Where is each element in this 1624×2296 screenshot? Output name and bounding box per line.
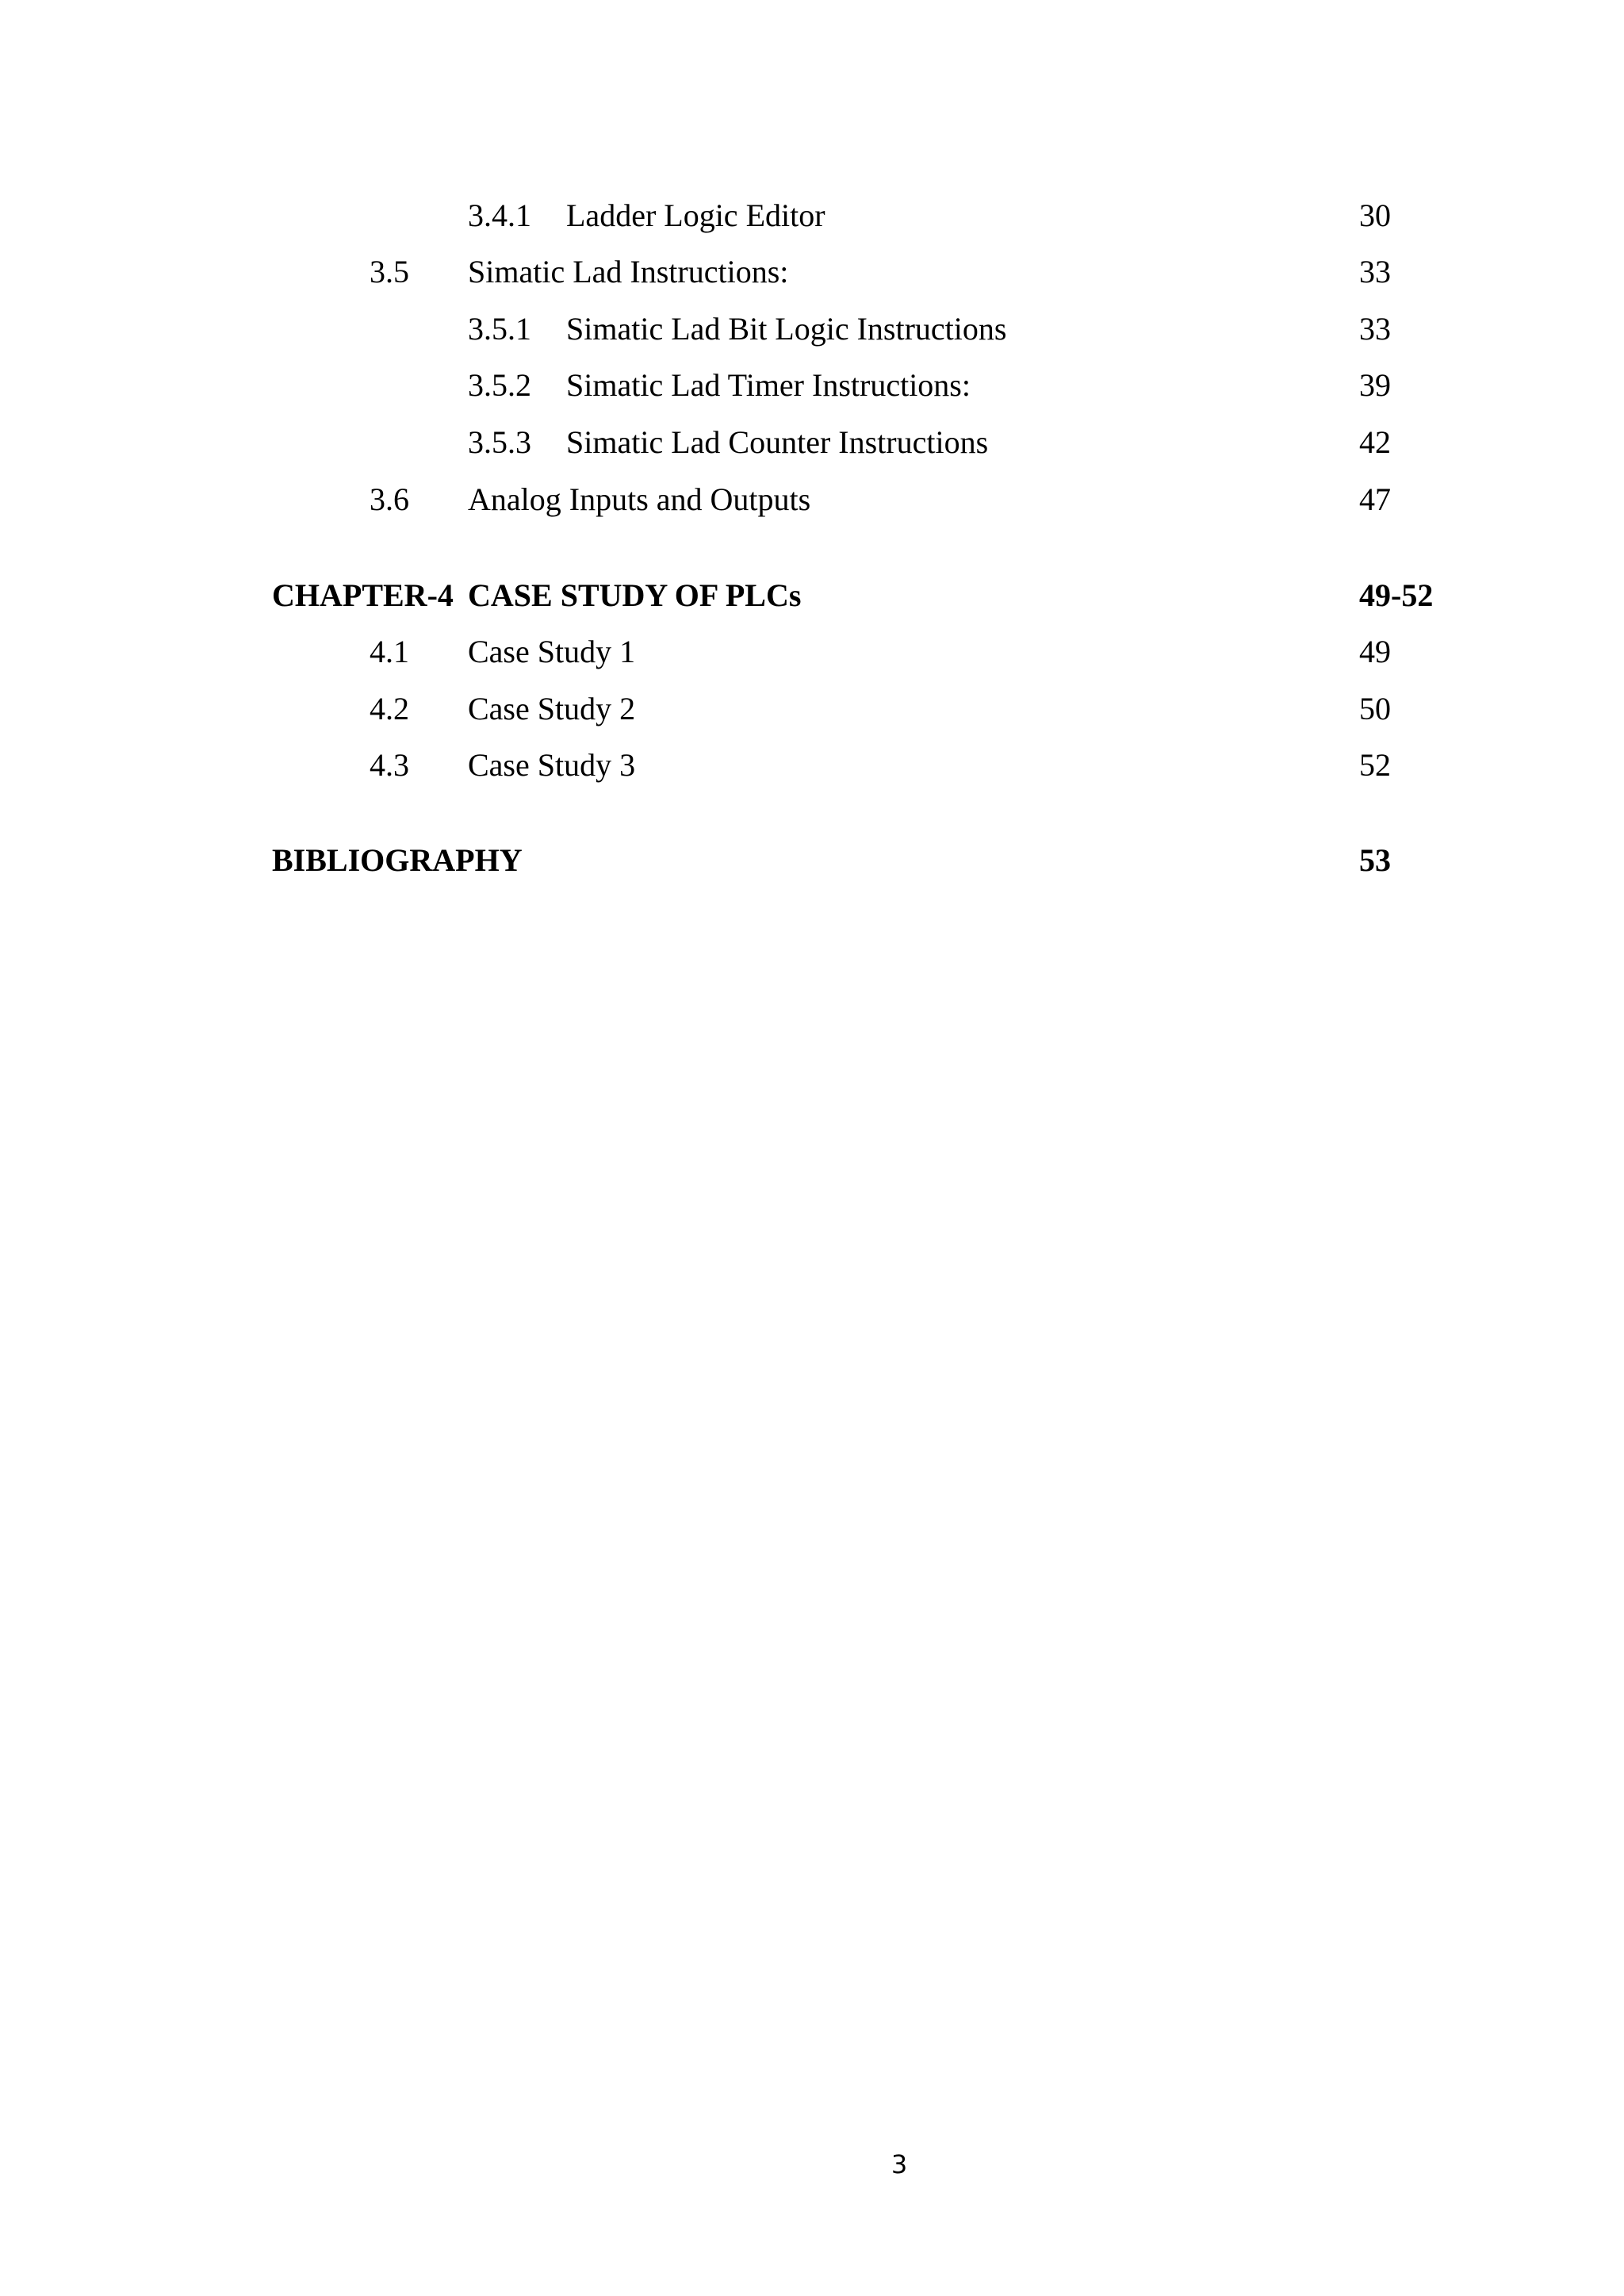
toc-entry-title: Ladder Logic Editor (566, 197, 825, 233)
toc-entry-number: 4.2 (370, 691, 409, 726)
toc-entry-title: Simatic Lad Instructions: (468, 254, 789, 289)
toc-entry-page: 42 (1359, 424, 1391, 460)
toc-entry-page: 49 (1359, 634, 1391, 669)
chapter-page-range: 49-52 (1359, 577, 1434, 613)
toc-entry-page: 33 (1359, 311, 1391, 347)
toc-entry-title: Analog Inputs and Outputs (468, 481, 811, 517)
toc-entry-title: Case Study 3 (468, 747, 636, 783)
toc-entry-page: 47 (1359, 481, 1391, 517)
toc-entry-number: 3.5 (370, 254, 409, 289)
toc-entry-number: 3.5.2 (468, 367, 531, 403)
toc-entry-title: Simatic Lad Bit Logic Instructions (566, 311, 1007, 347)
toc-entry-page: 33 (1359, 254, 1391, 289)
toc-entry-page: 30 (1359, 197, 1391, 233)
toc-entry-number: 3.5.1 (468, 311, 531, 347)
toc-entry-page: 52 (1359, 747, 1391, 783)
bibliography-title: BIBLIOGRAPHY (272, 842, 523, 878)
toc-entry-title: Case Study 2 (468, 691, 636, 726)
toc-entry-title: Simatic Lad Timer Instructions: (566, 367, 971, 403)
toc-entry-title: Simatic Lad Counter Instructions (566, 424, 989, 460)
toc-entry-number: 3.5.3 (468, 424, 531, 460)
toc-entry-number: 3.6 (370, 481, 409, 517)
chapter-label: CHAPTER-4 (272, 577, 454, 613)
footer-page-number: 3 (891, 2149, 908, 2179)
bibliography-page: 53 (1359, 842, 1391, 878)
toc-entry-number: 4.1 (370, 634, 409, 669)
toc-entry-number: 4.3 (370, 747, 409, 783)
toc-entry-page: 50 (1359, 691, 1391, 726)
toc-entry-number: 3.4.1 (468, 197, 531, 233)
toc-entry-title: Case Study 1 (468, 634, 636, 669)
chapter-title: CASE STUDY OF PLCs (468, 577, 802, 613)
toc-entry-page: 39 (1359, 367, 1391, 403)
